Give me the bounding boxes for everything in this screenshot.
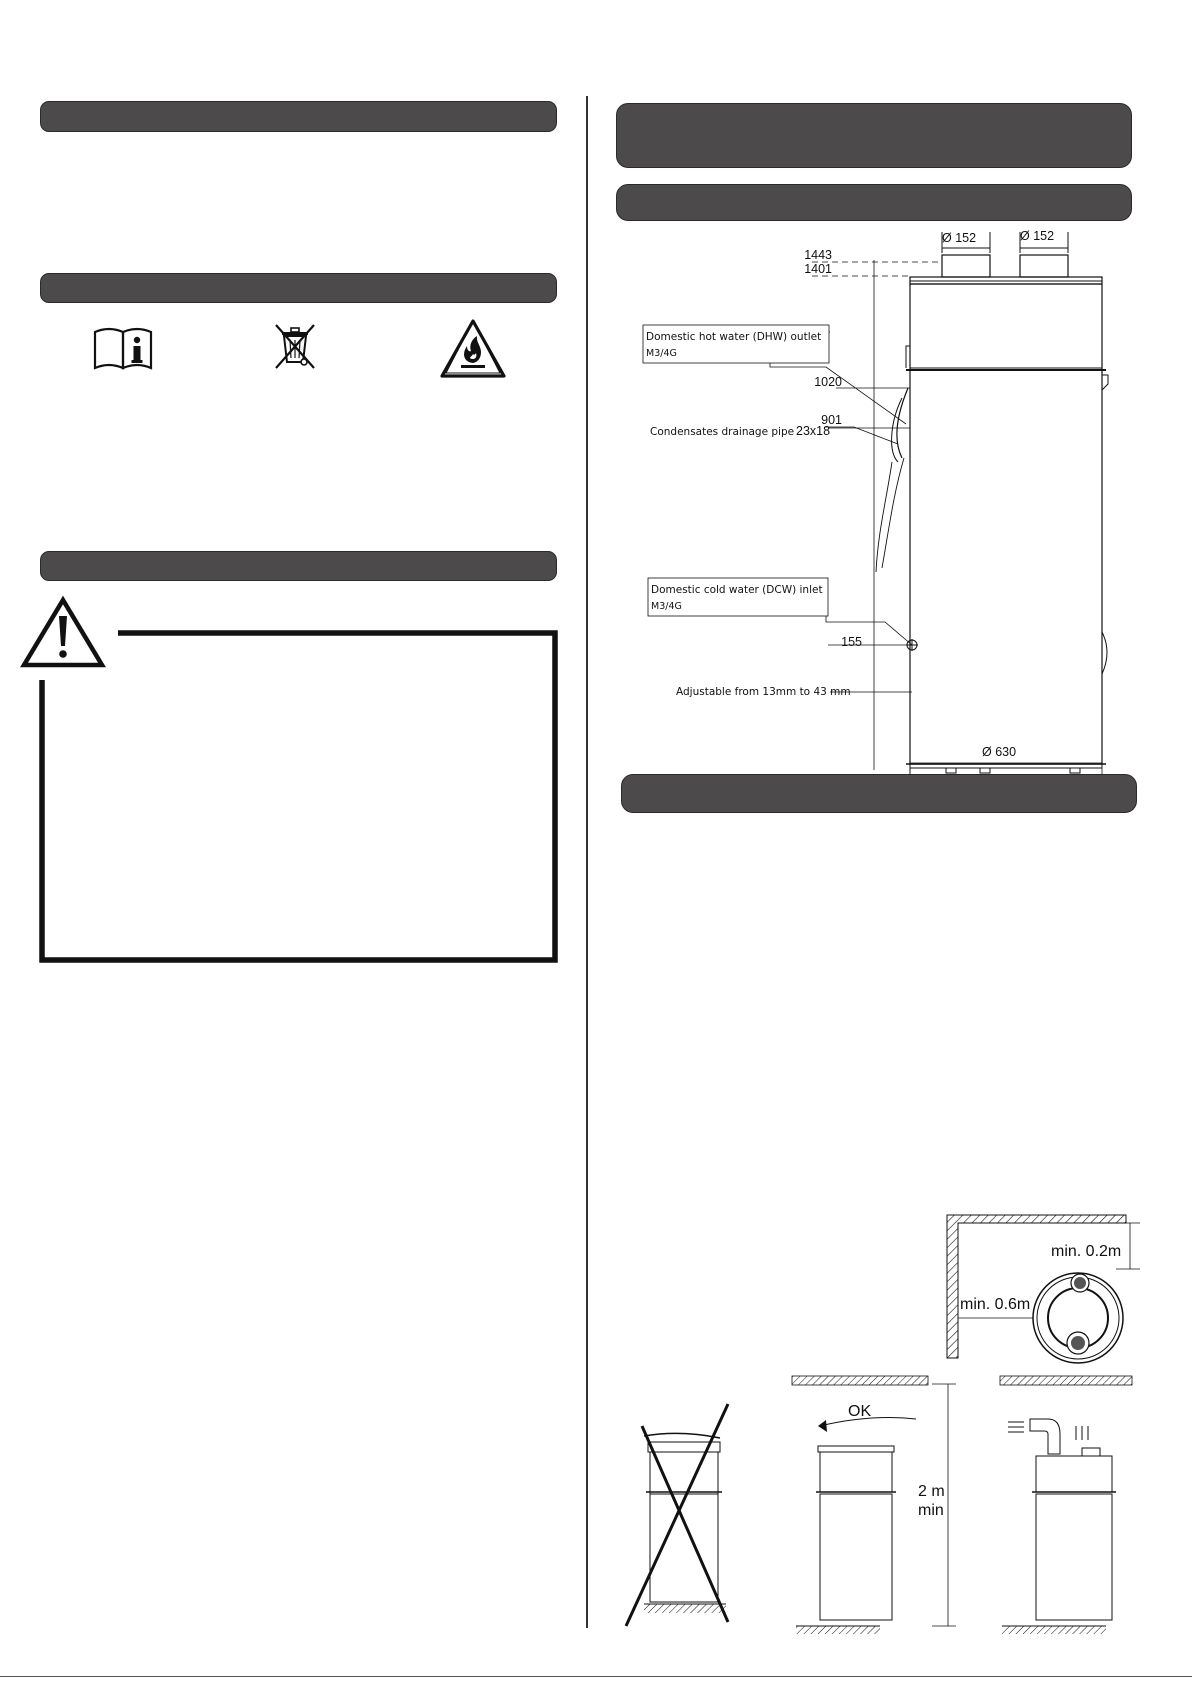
footer-rule xyxy=(0,1676,1192,1677)
dim-height-dcw: 155 xyxy=(841,635,862,649)
section-header-bar-2 xyxy=(40,273,557,303)
condensate-label: Condensates drainage pipe xyxy=(650,426,795,438)
dim-body-diameter: Ø 630 xyxy=(982,745,1017,759)
dimension-drawing xyxy=(630,222,1140,774)
title-block-bar xyxy=(616,103,1132,168)
adjustable-feet-label: Adjustable from 13mm to 43 mm xyxy=(676,686,851,698)
min-side-clearance: min. 0.6m xyxy=(960,1296,1031,1313)
dhw-outlet-title: Domestic hot water (DHW) outlet xyxy=(646,331,822,343)
section-header-bar-1 xyxy=(40,101,557,132)
manual-info-icon xyxy=(92,324,154,370)
section-header-bar-3 xyxy=(40,551,557,581)
column-divider xyxy=(586,96,588,1628)
dim-outlet-left: Ø 152 xyxy=(942,231,977,245)
min-top-clearance: min. 0.2m xyxy=(1051,1243,1122,1260)
min-height-value: 2 m xyxy=(918,1483,945,1500)
ok-label: OK xyxy=(848,1403,872,1420)
section-header-bar-4 xyxy=(616,184,1132,221)
dim-height-drain: 901 xyxy=(821,413,842,427)
dim-outlet-right: Ø 152 xyxy=(1020,229,1055,243)
weee-crossed-bin-icon xyxy=(272,322,320,372)
installation-diagrams xyxy=(620,1372,1140,1638)
dim-height-outlets: 1401 xyxy=(804,262,832,276)
body-diameter-dimension xyxy=(908,740,1108,770)
flammable-warning-icon xyxy=(439,318,507,380)
dhw-outlet-thread: M3/4G xyxy=(646,348,677,359)
condensate-size: 23x18 xyxy=(796,424,831,438)
min-height-suffix: min xyxy=(918,1502,944,1519)
clearance-top-view-labels xyxy=(940,1212,1140,1362)
dim-height-top: 1443 xyxy=(804,248,832,262)
dcw-inlet-title: Domestic cold water (DCW) inlet xyxy=(651,584,823,596)
dcw-inlet-thread: M3/4G xyxy=(651,601,682,612)
warning-triangle-icon xyxy=(20,596,106,668)
section-header-bar-5 xyxy=(621,774,1137,813)
dim-height-dhw: 1020 xyxy=(814,375,842,389)
